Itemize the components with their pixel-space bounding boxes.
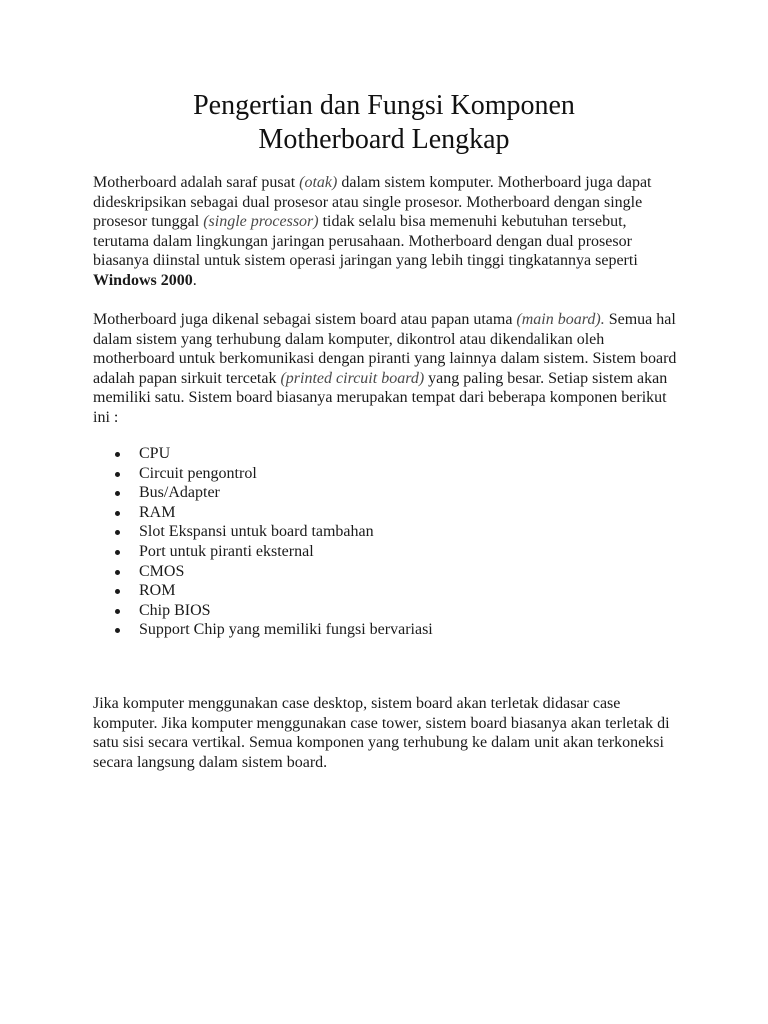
title-line-2: Motherboard Lengkap xyxy=(258,124,510,155)
list-item-label: Port untuk piranti eksternal xyxy=(139,542,314,560)
bullet-icon xyxy=(115,530,120,535)
bullet-icon xyxy=(115,491,120,496)
list-item xyxy=(93,581,433,601)
paragraph-intro-italic-otak: (otak) xyxy=(299,174,338,191)
paragraph-mainboard xyxy=(93,310,683,428)
paragraph-intro-text-1: Motherboard adalah saraf pusat xyxy=(93,174,300,191)
list-item xyxy=(93,444,433,464)
list-item-label: Circuit pengontrol xyxy=(139,464,257,482)
bullet-icon xyxy=(115,472,120,477)
paragraph-mainboard-italic-pcb: (printed circuit board) xyxy=(280,369,425,387)
bullet-icon xyxy=(115,570,120,575)
list-item-label: Slot Ekspansi untuk board tambahan xyxy=(139,523,374,541)
list-item xyxy=(93,601,433,621)
paragraph-mainboard-text-2: Semua hal dalam sistem yang terhubung dalam komputer, dikontrol atau dikendalikan oleh motherboard untuk berkomunikasi dengan piranti yang lainnya dalam sistem. Sistem board adalah papan sirkuit tercetak xyxy=(93,311,677,387)
bullet-icon xyxy=(115,550,120,555)
list-item-label: RAM xyxy=(139,503,176,521)
list-item xyxy=(93,503,433,523)
paragraph-intro-text-3: tidak selalu bisa memenuhi kebutuhan tersebut, terutama dalam lingkungan jaringan perusahaan. Motherboard dengan dual prosesor biasanya diinstal untuk sistem operasi jaringan yang lebih tinggi tingkatannya seperti xyxy=(93,213,638,270)
list-item-label: Bus/Adapter xyxy=(139,484,220,502)
bullet-icon xyxy=(115,511,120,516)
paragraph-mainboard-italic-main-board: (main board). xyxy=(516,311,605,328)
list-item-label: CMOS xyxy=(139,562,185,580)
list-item xyxy=(93,562,433,582)
paragraph-intro-text-2: dalam sistem komputer. Motherboard juga dapat dideskripsikan sebagai dual prosesor atau single prosesor. Motherboard dengan single prosesor tunggal xyxy=(93,174,652,231)
title-line-1: Pengertian dan Fungsi Komponen xyxy=(193,90,575,121)
list-item xyxy=(93,620,433,640)
paragraph-intro-italic-single-processor: (single processor) xyxy=(203,213,319,231)
paragraph-mainboard-text-3: yang paling besar. Setiap sistem akan memiliki satu. Sistem board biasanya merupakan tempat dari beberapa komponen berikut ini : xyxy=(93,369,668,426)
component-list xyxy=(93,444,433,640)
list-item-label: CPU xyxy=(139,445,171,462)
list-item-label: ROM xyxy=(139,582,176,600)
list-item-label: Chip BIOS xyxy=(139,601,211,619)
document-title xyxy=(93,89,675,157)
paragraph-intro-text-4: . xyxy=(192,271,197,289)
bullet-icon xyxy=(115,609,120,614)
list-item xyxy=(93,522,433,542)
paragraph-intro-bold-windows: Windows 2000 xyxy=(93,271,193,289)
bullet-icon xyxy=(115,589,120,594)
paragraph-case: Jika komputer menggunakan case desktop, sistem board akan terletak didasar case komputer. Jika komputer menggunakan case tower, sistem board biasanya akan terletak di satu sisi secara vertikal. Semua komponen yang terhubung ke dalam unit akan terkoneksi secara langsung dalam sistem board. xyxy=(93,695,670,771)
paragraph-mainboard-text-1: Motherboard juga dikenal sebagai sistem board atau papan utama xyxy=(93,311,517,328)
list-item-label: Support Chip yang memiliki fungsi bervariasi xyxy=(139,621,433,639)
list-item xyxy=(93,483,433,503)
bullet-icon xyxy=(115,628,120,633)
list-item xyxy=(93,464,433,484)
bullet-icon xyxy=(115,452,120,457)
list-item xyxy=(93,542,433,562)
paragraph-intro xyxy=(93,173,683,291)
